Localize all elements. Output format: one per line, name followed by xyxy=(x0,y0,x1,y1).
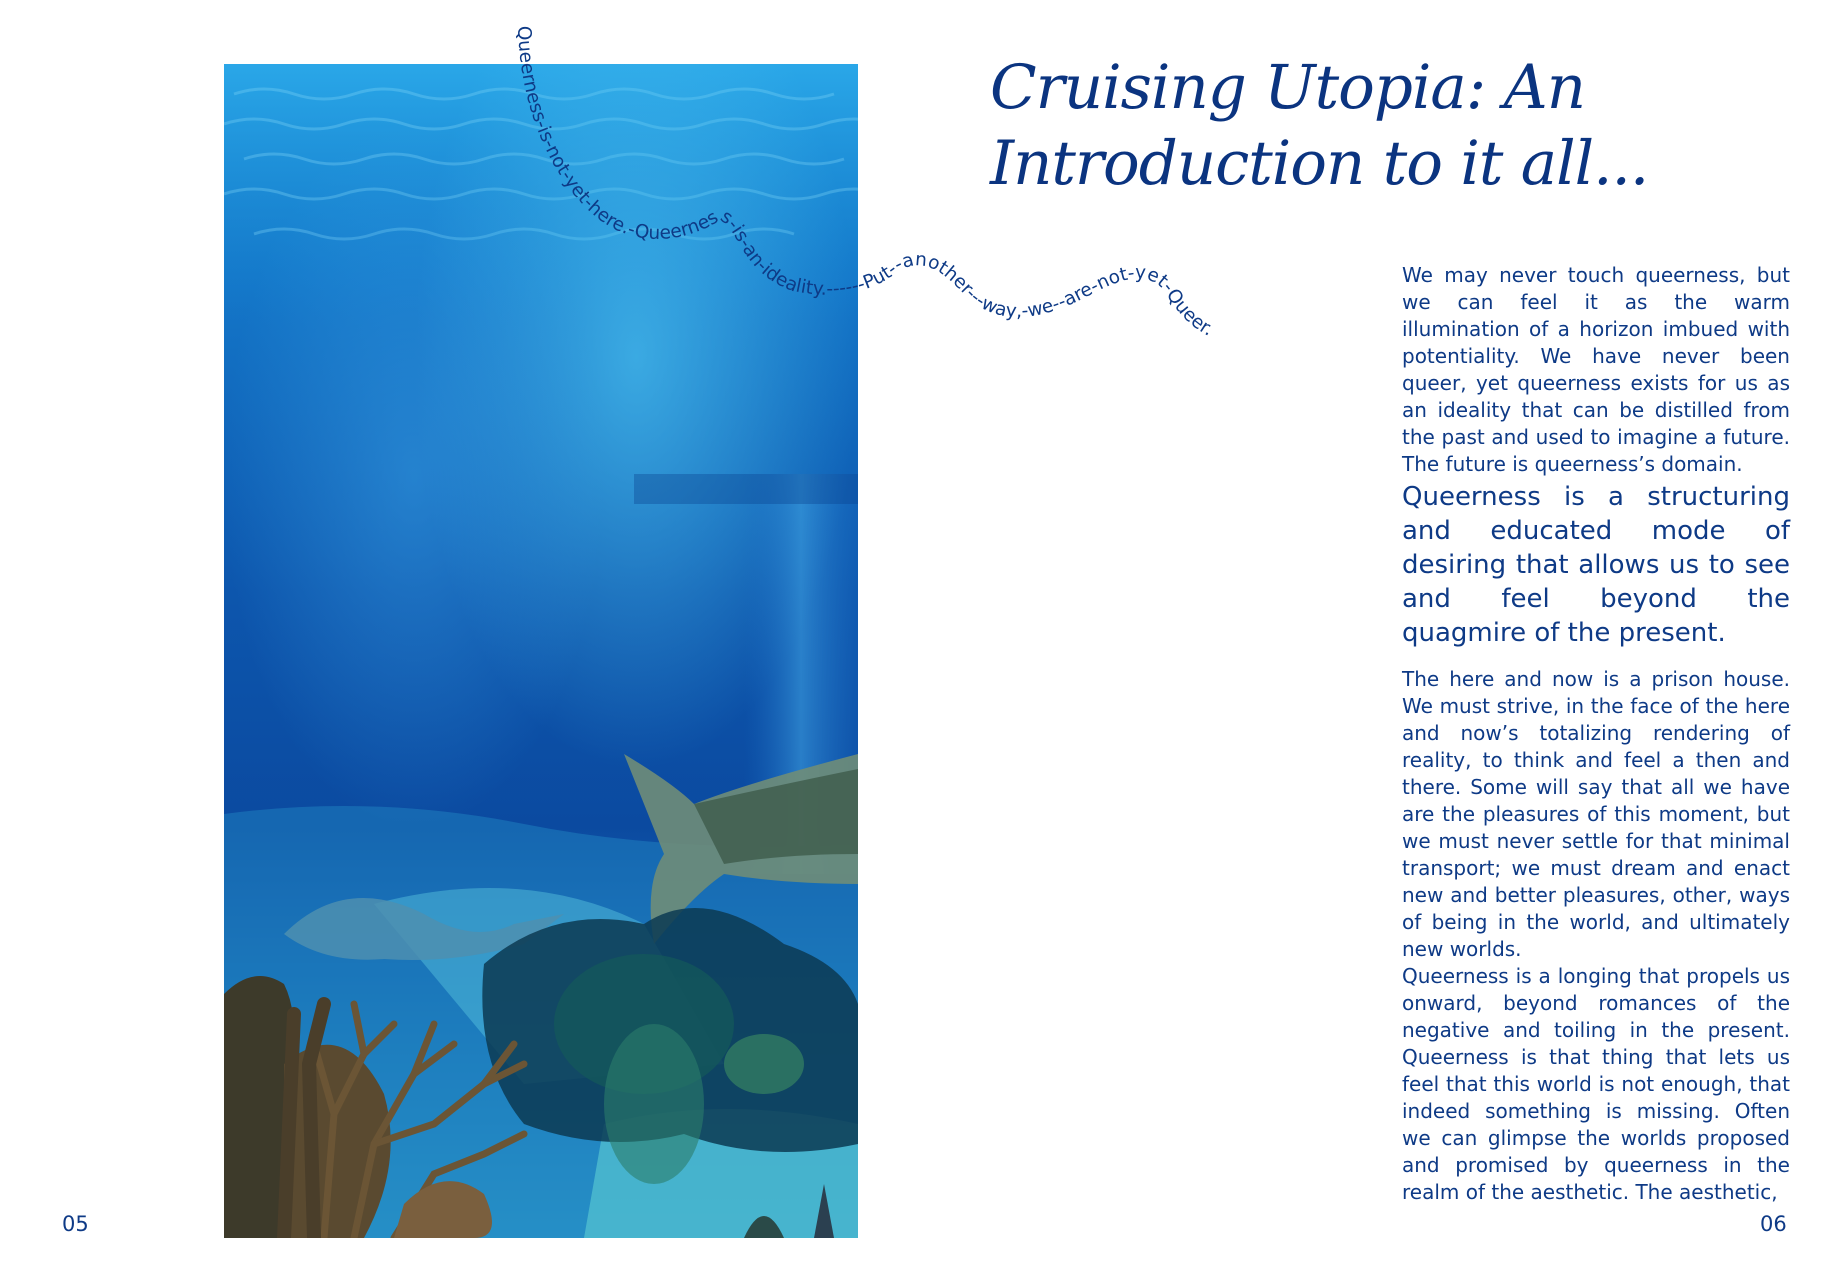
aquarium-photo-image xyxy=(224,64,858,1238)
paragraph-text: Queerness is a longing that propels us onward, beyond romances of the negative and toiling in the present. Queerness is that thing that lets us feel that this world is not enough, that indeed something is missing. Often we can glimpse the worlds proposed and promised by queerness in the realm of the aesthetic. The aesthetic, xyxy=(1402,964,1790,1204)
pull-quote xyxy=(1402,480,1790,650)
paragraph-text: The here and now is a prison house. We must strive, in the face of the here and now’s totalizing rendering of reality, to think and feel a then and there. Some will say that all we have are the pleasures of this moment, but we must never settle for that minimal transport; we must dream and enact new and better pleasures, other, ways of being in the world, and ultimately new worlds. xyxy=(1402,667,1790,961)
body-paragraph-4 xyxy=(1402,963,1790,1206)
paragraph-text: We may never touch queerness, but we can feel it as the warm illumination of a horizon imbued with potentiality. We have never been queer, yet queerness exists for us as an ideality that can be distilled from the past and used to imagine a future. The future is queerness’s domain. xyxy=(1402,263,1790,476)
page-number-right: 06 xyxy=(1760,1212,1787,1236)
aquarium-photo xyxy=(224,64,858,1238)
page-title: Cruising Utopia: An Introduction to it all... xyxy=(990,52,1649,199)
curved-quote-textpath: Queerness-is-not-yet-here.-Queerness-is-an-ideality.------Put--another---way,-we--are-not-yet-Queer. xyxy=(512,25,1217,341)
page-number-left: 05 xyxy=(62,1212,89,1236)
pull-quote-text: Queerness is a structuring and educated mode of desiring that allows us to see and feel beyond the quagmire of the present. xyxy=(1402,482,1790,648)
body-paragraph-1 xyxy=(1402,262,1790,478)
body-paragraph-3 xyxy=(1402,666,1790,963)
